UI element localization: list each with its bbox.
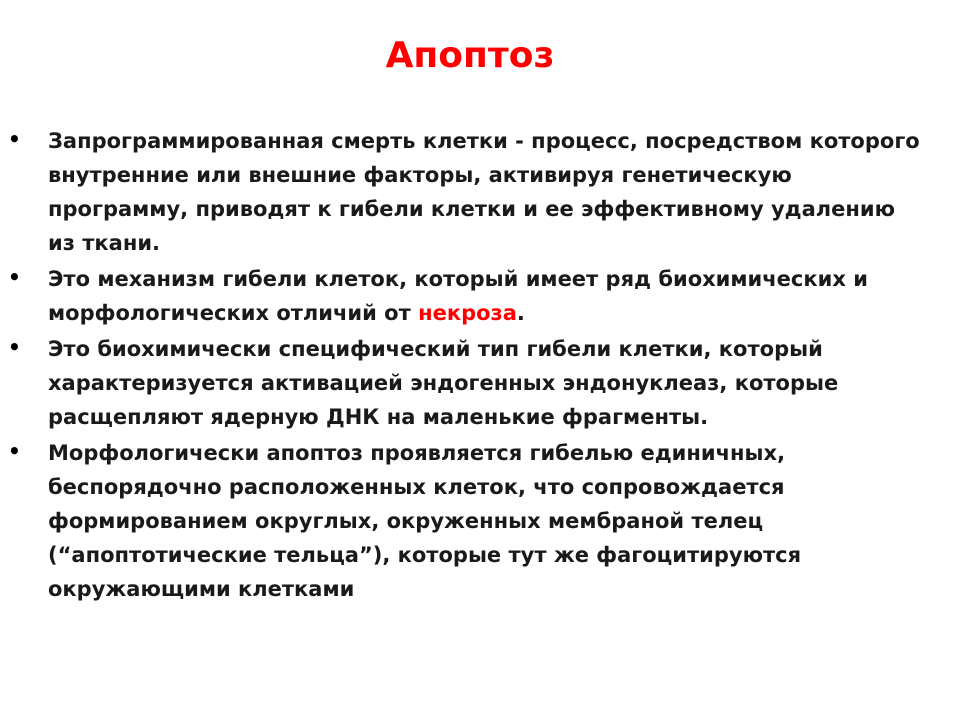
- bullet-text: Морфологически апоптоз проявляется гибелью единичных, беспорядочно расположенных клеток, что сопровождается формированием округлых, окруженных мембраной телец (“апоптотические тельца”), которые тут же фагоцитируются окружающими клетками: [48, 441, 802, 601]
- bullet-marker: •: [8, 335, 21, 359]
- bullet-marker: •: [8, 265, 21, 289]
- bullet-item: [0, 332, 960, 434]
- bullet-marker: •: [8, 439, 21, 463]
- bullet-text: Запрограммированная смерть клетки - процесс, посредством которого внутренние или внешние факторы, активируя генетическую программу, приводят к гибели клетки и ее эффективному удалению из ткани.: [48, 129, 920, 255]
- bullet-text-tail: .: [516, 301, 525, 325]
- bullet-item: [0, 262, 960, 330]
- bullet-item: [0, 436, 960, 606]
- bullet-item: [0, 124, 960, 260]
- slide-title: Апоптоз: [385, 35, 555, 76]
- bullet-text: Это биохимически специфический тип гибели клетки, который характеризуется активацией эндогенных эндонуклеаз, которые расщепляют ядерную ДНК на маленькие фрагменты.: [48, 337, 839, 429]
- highlighted-term: некроза: [418, 301, 517, 325]
- bullet-list: [0, 124, 960, 608]
- bullet-marker: •: [8, 127, 21, 151]
- bullet-text: Это механизм гибели клеток, который имеет ряд биохимических и морфологических отличий от: [48, 267, 868, 325]
